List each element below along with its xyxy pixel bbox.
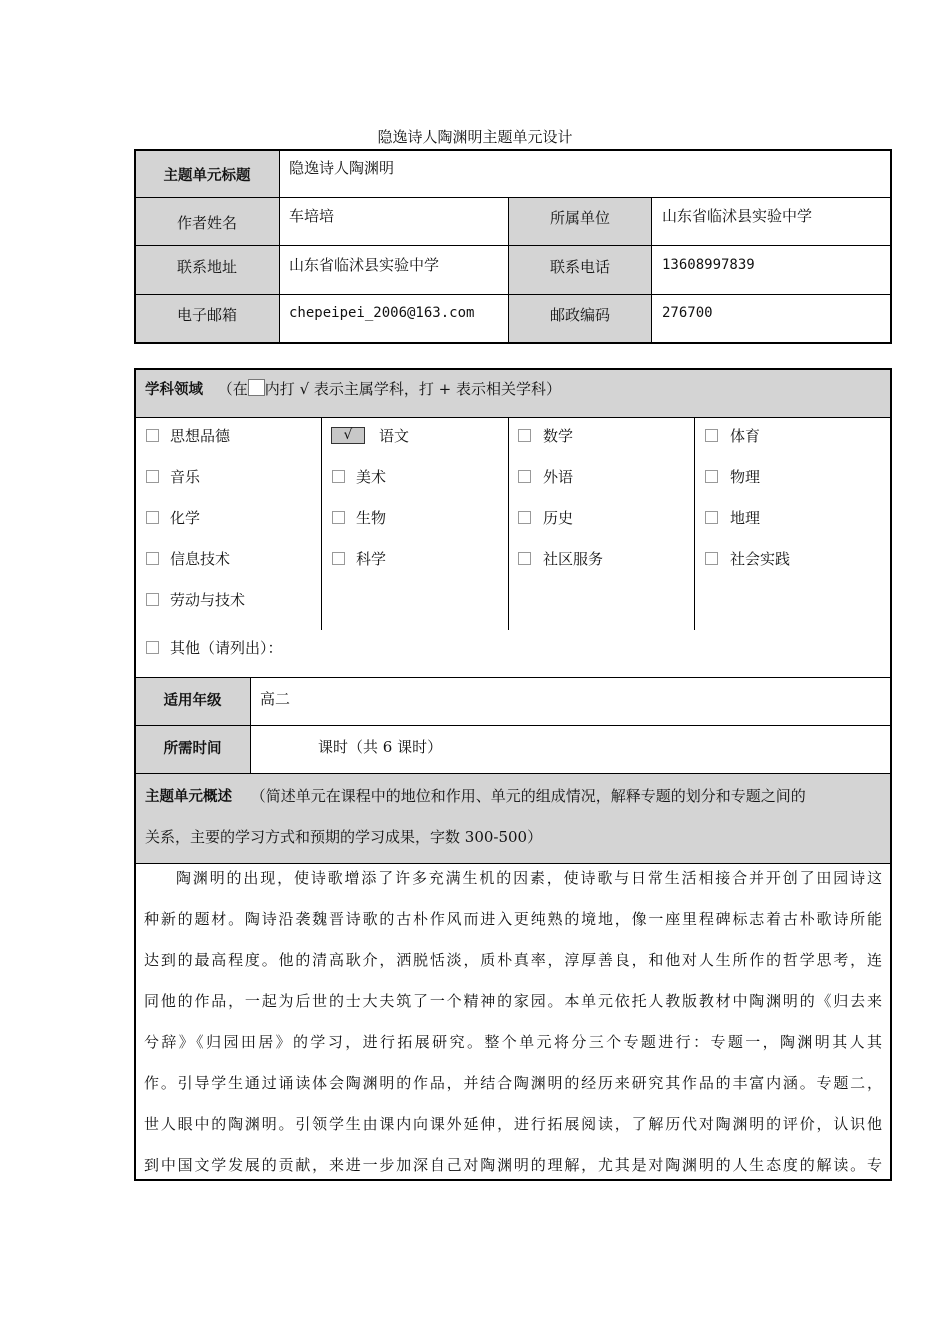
checkbox-shuxue[interactable] [518,429,531,442]
overview-line: 到中国文学发展的贡献，来进一步加深自己对陶渊明的理解，尤其是对陶渊明的人生态度的解读。专 [144,1156,882,1174]
email-label: 电子邮箱 [176,306,237,324]
subject-label: 音乐 [170,468,201,486]
overview-line: 世人眼中的陶渊明。引领学生由课内向课外延伸，进行拓展阅读，了解历代对陶渊明的评价，认识他 [144,1115,882,1133]
org-value: 山东省临沭县实验中学 [662,207,813,225]
overview-line: 陶渊明的出现，使诗歌增添了许多充满生机的因素，使诗歌与日常生活相接合并开创了田园诗这 [176,869,882,887]
address-value: 山东省临沭县实验中学 [289,256,440,274]
time-value: 课时（共 6 课时） [318,738,443,756]
overview-line: 种新的题材。陶诗沿袭魏晋诗歌的古朴作风而进入更纯熟的境地，像一座里程碑标志着古朴歌诗所能 [144,910,882,928]
subject-label: 美术 [356,468,387,486]
checkbox-meishu[interactable] [332,470,345,483]
checkbox-wuli[interactable] [705,470,718,483]
checkbox-laodong[interactable] [146,593,159,606]
overview-instruction-2: 关系，主要的学习方式和预期的学习成果，字数 300-500） [145,828,543,846]
overview-line: 兮辞》《归园田居》的学习，进行拓展研究。整个单元将分三个专题进行：专题一，陶渊明其人其 [144,1033,882,1051]
subject-label: 数学 [543,427,574,445]
checkbox-sixiang[interactable] [146,429,159,442]
checkbox-other[interactable] [146,641,159,654]
other-label: 其他（请列出）： [170,639,283,657]
subject-label: 体育 [730,427,761,445]
checkbox-sample-icon [248,379,265,396]
overview-line: 同他的作品，一起为后世的士大夫筑了一个精神的家园。本单元依托人教版教材中陶渊明的《归去来 [144,992,882,1010]
subjects-instruction-post: 内打 √ 表示主属学科，打 + 表示相关学科） [264,380,561,398]
subject-label: 物理 [730,468,761,486]
address-label: 联系地址 [176,258,237,276]
subject-label: 外语 [543,468,574,486]
subject-label: 化学 [170,509,201,527]
subjects-instruction-pre: （在 [217,380,248,398]
subject-label: 生物 [356,509,387,527]
email-value: chepeipei_2006@163.com [289,305,475,321]
overview-label: 主题单元概述 [145,789,232,805]
checkbox-shengwu[interactable] [332,511,345,524]
subjects-heading-row [145,378,561,399]
subject-label: 科学 [356,550,387,568]
phone-value: 13608997839 [662,257,755,273]
checkbox-yinyue[interactable] [146,470,159,483]
grade-value: 高二 [260,690,291,708]
checkbox-huaxue[interactable] [146,511,159,524]
subject-label: 社区服务 [543,550,604,568]
overview-instruction-1: （简述单元在课程中的地位和作用、单元的组成情况，解释专题的划分和专题之间的 [250,787,806,805]
subject-label: 历史 [543,509,574,527]
subject-label: 语文 [379,427,410,445]
document-title: 隐逸诗人陶渊明主题单元设计 [377,128,573,146]
unit-title-value: 隐逸诗人陶渊明 [289,159,395,177]
checkbox-waiyu[interactable] [518,470,531,483]
checkbox-shehui[interactable] [705,552,718,565]
overview-heading-row [145,785,806,806]
checkbox-kexue[interactable] [332,552,345,565]
postcode-value: 276700 [662,305,713,321]
subject-label: 社会实践 [730,550,791,568]
checkbox-yuwen-checked[interactable]: √ [331,427,365,444]
overview-line: 作。引导学生通过诵读体会陶渊明的作品，并结合陶渊明的经历来研究其作品的丰富内涵。专题二， [144,1074,882,1092]
org-label: 所属单位 [549,209,610,227]
time-label: 所需时间 [163,741,222,757]
subjects-heading: 学科领域 [145,382,203,398]
subject-label: 思想品德 [170,427,231,445]
author-label: 作者姓名 [176,214,237,232]
subject-label: 劳动与技术 [170,591,246,609]
grade-label: 适用年级 [163,693,222,709]
checkbox-lishi[interactable] [518,511,531,524]
checkbox-xinxi[interactable] [146,552,159,565]
checkbox-dili[interactable] [705,511,718,524]
phone-label: 联系电话 [549,258,610,276]
postcode-label: 邮政编码 [549,306,610,324]
checkbox-shequ[interactable] [518,552,531,565]
subject-label: 信息技术 [170,550,231,568]
unit-title-label: 主题单元标题 [163,168,251,184]
author-value: 车培培 [289,207,335,225]
overview-line: 达到的最高程度。他的清高耿介，洒脱恬淡，质朴真率，淳厚善良，和他对人生所作的哲学思考，连 [144,951,882,969]
subject-label: 地理 [730,509,761,527]
checkbox-tiyu[interactable] [705,429,718,442]
